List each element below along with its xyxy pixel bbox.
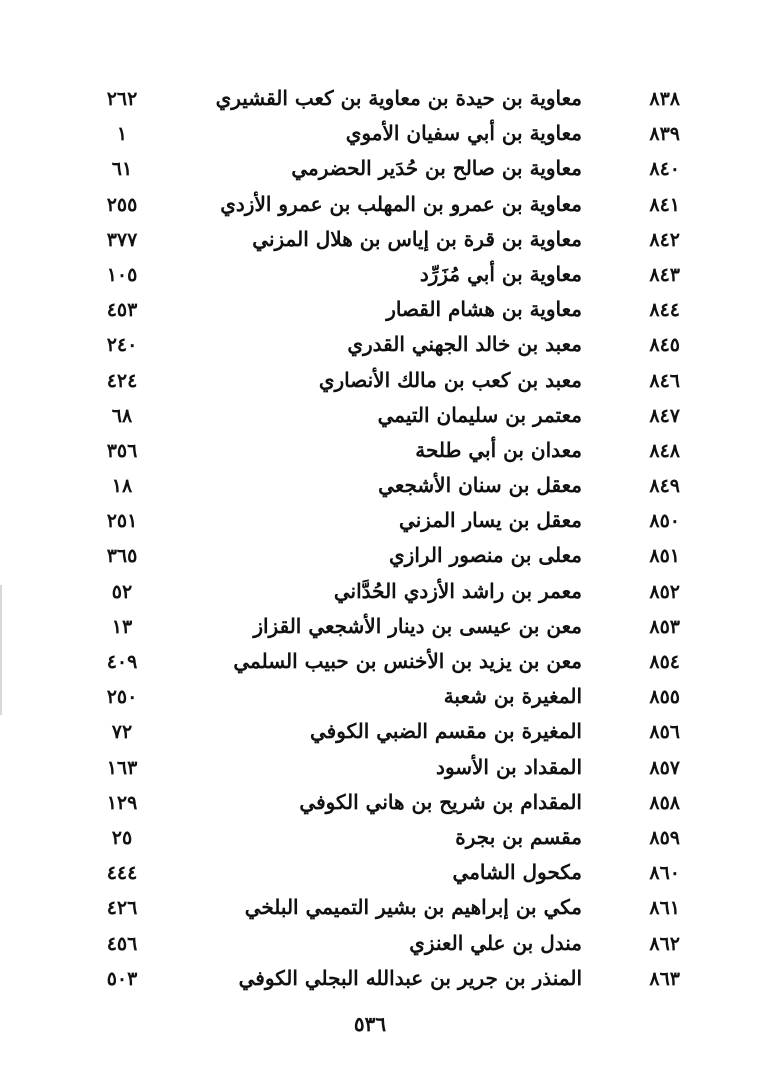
page-number: ٥٣٦ <box>353 1012 387 1036</box>
entry-name: معن بن عيسى بن دينار الأشجعي القزاز <box>253 613 582 638</box>
entry-number: ٨٤٢ <box>649 228 680 251</box>
index-row <box>40 190 680 225</box>
entry-page: ٢٥١ <box>106 510 138 533</box>
entry-name: معاوية بن أبي سفيان الأموي <box>345 121 582 146</box>
entry-name: معتمر بن سليمان التيمي <box>377 402 582 427</box>
entry-number: ٨٥٠ <box>649 510 680 533</box>
index-row <box>40 753 680 788</box>
index-row <box>40 788 680 823</box>
index-row <box>40 893 680 928</box>
entry-number: ٨٤٣ <box>649 263 680 286</box>
index-row <box>40 366 680 401</box>
entry-number: ٨٤٧ <box>649 404 680 427</box>
entry-number: ٨٥٣ <box>649 615 680 638</box>
entry-page: ١٣ <box>111 615 133 638</box>
entry-page: ٦١ <box>111 158 133 181</box>
entry-name: معمر بن راشد الأزدي الحُدَّاني <box>333 578 582 603</box>
index-row <box>40 577 680 612</box>
entry-name: معاوية بن أبي مُزَرِّد <box>419 261 582 286</box>
entry-page: ٤٤٤ <box>106 862 138 885</box>
entry-number: ٨٥٦ <box>649 721 680 744</box>
index-list <box>40 84 680 999</box>
entry-name: مقسم بن بجرة <box>455 824 582 849</box>
entry-name: معاوية بن هشام القصار <box>386 297 582 322</box>
entry-number: ٨٤٥ <box>649 334 680 357</box>
entry-number: ٨٤٩ <box>649 475 680 498</box>
entry-page: ١٨ <box>111 475 133 498</box>
index-row <box>40 823 680 858</box>
index-row <box>40 295 680 330</box>
index-row <box>40 682 680 717</box>
index-row <box>40 541 680 576</box>
entry-page: ٤٢٤ <box>106 369 138 392</box>
index-row <box>40 119 680 154</box>
entry-name: المنذر بن جرير بن عبدالله البجلي الكوفي <box>238 965 582 990</box>
entry-name: معقل بن سنان الأشجعي <box>378 473 582 498</box>
index-row <box>40 436 680 471</box>
entry-number: ٨٥٨ <box>649 791 680 814</box>
entry-page: ٣٦٥ <box>106 545 138 568</box>
entry-page: ٢٥٥ <box>106 193 138 216</box>
entry-page: ٥٠٣ <box>106 967 138 990</box>
entry-page: ٢٦٢ <box>106 88 138 110</box>
entry-page: ٦٨ <box>111 404 133 427</box>
entry-name: مكي بن إبراهيم بن بشير التميمي البلخي <box>244 895 582 920</box>
entry-name: معاوية بن حيدة بن معاوية بن كعب القشيري <box>215 86 582 110</box>
entry-page: ٢٥ <box>111 826 133 849</box>
index-row <box>40 471 680 506</box>
entry-number: ٨٦٠ <box>649 862 680 885</box>
entry-name: معبد بن خالد الجهني القدري <box>347 332 582 357</box>
index-row <box>40 330 680 365</box>
entry-page: ٧٢ <box>111 721 133 744</box>
entry-page: ١٦٣ <box>106 756 138 779</box>
index-row <box>40 506 680 541</box>
entry-page: ١٠٥ <box>106 263 138 286</box>
entry-number: ٨٥٤ <box>649 651 680 673</box>
entry-page: ٣٥٦ <box>106 439 138 462</box>
index-row <box>40 964 680 999</box>
entry-number: ٨٥٥ <box>649 686 680 709</box>
entry-page: ١ <box>116 123 128 146</box>
entry-number: ٨٤٨ <box>649 439 680 462</box>
entry-page: ٢٤٠ <box>106 334 138 357</box>
index-row <box>40 154 680 189</box>
entry-number: ٨٣٩ <box>649 123 680 146</box>
entry-page: ٤٢٦ <box>106 897 138 920</box>
entry-page: ٣٧٧ <box>106 228 138 251</box>
index-row <box>40 858 680 893</box>
entry-name: معاوية بن صالح بن حُدَير الحضرمي <box>291 156 582 181</box>
entry-page: ١٢٩ <box>106 791 138 814</box>
index-row <box>40 84 680 119</box>
entry-number: ٨٥٧ <box>649 756 680 779</box>
entry-name: معلى بن منصور الرازي <box>389 543 582 568</box>
entry-name: مندل بن علي العنزي <box>409 930 582 955</box>
entry-page: ٥٢ <box>111 580 133 603</box>
entry-name: معبد بن كعب بن مالك الأنصاري <box>318 367 582 392</box>
entry-number: ٨٥٢ <box>649 580 680 603</box>
entry-page: ٤٥٦ <box>106 932 138 955</box>
entry-name: المغيرة بن شعبة <box>443 684 582 709</box>
entry-number: ٨٦١ <box>649 897 680 920</box>
entry-number: ٨٦٣ <box>649 967 680 990</box>
entry-name: المغيرة بن مقسم الضبي الكوفي <box>310 719 582 744</box>
entry-number: ٨٤٤ <box>649 299 680 322</box>
entry-page: ٤٥٣ <box>106 299 138 322</box>
entry-number: ٨٦٢ <box>649 932 680 955</box>
entry-number: ٨٥١ <box>649 545 680 568</box>
entry-name: معاوية بن قرة بن إياس بن هلال المزني <box>252 226 582 251</box>
index-row <box>40 225 680 260</box>
index-row <box>40 717 680 752</box>
entry-number: ٨٤١ <box>649 193 680 216</box>
entry-name: معدان بن أبي طلحة <box>415 437 582 462</box>
entry-name: المقدام بن شريح بن هاني الكوفي <box>299 789 582 814</box>
index-row <box>40 260 680 295</box>
entry-number: ٨٥٩ <box>649 826 680 849</box>
entry-name: المقداد بن الأسود <box>436 754 582 779</box>
entry-name: مكحول الشامي <box>452 860 582 885</box>
index-row <box>40 401 680 436</box>
scan-edge-mark <box>0 585 2 715</box>
entry-name: معقل بن يسار المزني <box>399 508 582 533</box>
index-row <box>40 647 680 682</box>
entry-name: معاوية بن عمرو بن المهلب بن عمرو الأزدي <box>220 191 582 216</box>
index-row <box>40 929 680 964</box>
entry-name: معن بن يزيد بن الأخنس بن حبيب السلمي <box>233 649 582 673</box>
index-row <box>40 612 680 647</box>
entry-number: ٨٤٠ <box>649 158 680 181</box>
entry-page: ٢٥٠ <box>106 686 138 709</box>
entry-number: ٨٣٨ <box>649 88 680 110</box>
entry-page: ٤٠٩ <box>106 651 138 673</box>
entry-number: ٨٤٦ <box>649 369 680 392</box>
